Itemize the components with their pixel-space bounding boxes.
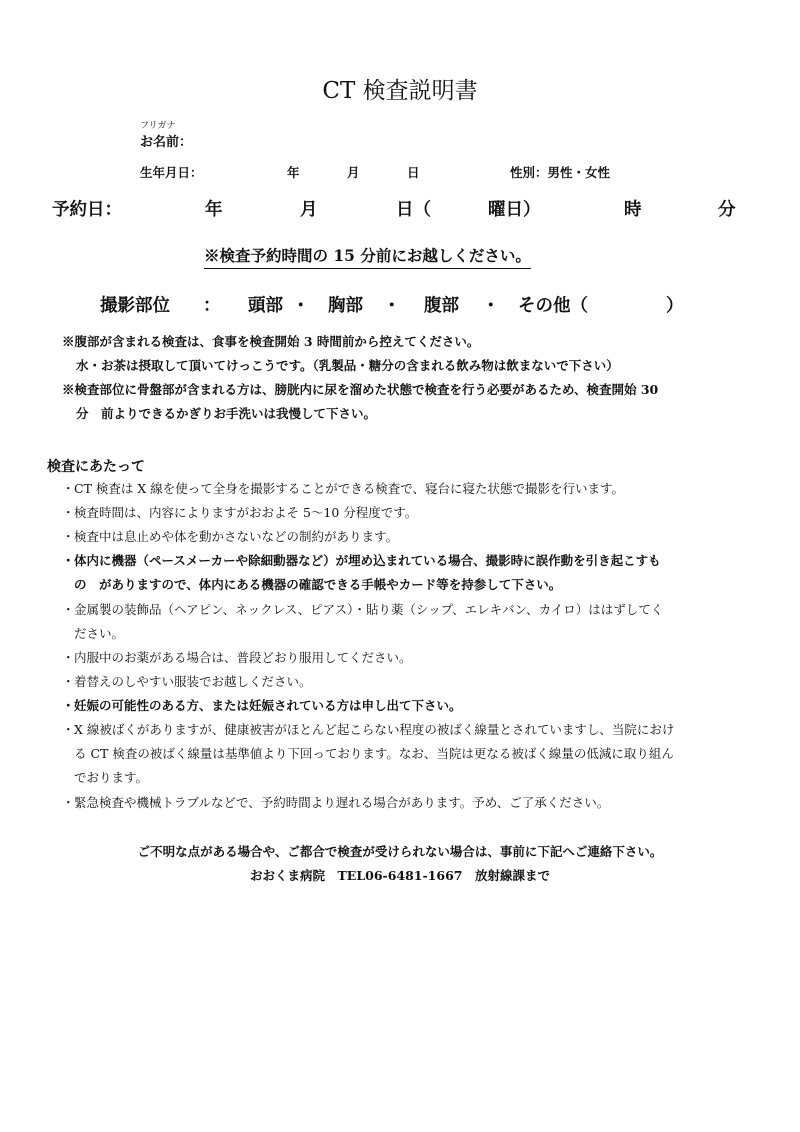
bullet: ・ — [62, 602, 75, 617]
section-heading: 検査にあたって — [47, 459, 145, 475]
reservation-minute-label: 分 — [718, 200, 736, 220]
reservation-day-label: 日（ — [396, 200, 431, 220]
dob-year-label: 年 — [287, 165, 300, 180]
item-line: でおります。 — [74, 770, 149, 785]
dob-day-label: 日 — [407, 165, 420, 180]
hospital-contact: おおくま病院 TEL06-6481-1667 放射線課まで — [250, 868, 550, 883]
bullet: ・ — [62, 553, 75, 568]
contact-instruction: ご不明な点がある場合や、ご都合で検査が受けられない場合は、事前に下記へご連絡下さい。 — [137, 844, 663, 859]
furigana-label: フリガナ — [140, 121, 176, 131]
dob-month-label: 月 — [347, 165, 360, 180]
prep-note: 水・お茶は摂取して頂いてけっこうです。（乳製品・糖分の含まれる飲み物は飲まないで下さい） — [76, 358, 619, 373]
item-line: 妊娠の可能性のある方、または妊娠されている方は申し出て下さい。 — [74, 698, 462, 713]
prep-note: ※腹部が含まれる検査は、食事を検査開始 3 時間前から控えてください。 — [62, 334, 480, 349]
item-line: る CT 検査の被ばく線量は基準値より下回っております。なお、当院は更なる被ばく線量の低減に取り組ん — [74, 746, 674, 761]
bullet: ・ — [62, 795, 75, 810]
dob-label: 生年月日： — [140, 165, 203, 180]
bullet: ・ — [62, 505, 75, 520]
imaging-area-label: 撮影部位 — [100, 296, 170, 316]
arrival-notice: ※検査予約時間の 15 分前にお越しください。 — [204, 244, 531, 269]
prep-note: ※検査部位に骨盤部が含まれる方は、膀胱内に尿を溜めた状態で検査を行う必要があるため、検査開始 30 — [62, 382, 659, 397]
area-option-other: その他（ — [518, 296, 588, 316]
bullet: ・ — [62, 698, 75, 713]
item-line: ださい。 — [74, 626, 125, 641]
prep-note: 分 前よりできるかぎりお手洗いは我慢して下さい。 — [76, 406, 377, 421]
sex-label: 性別：男性・女性 — [510, 165, 611, 180]
bullet: ・ — [62, 650, 75, 665]
bullet: ・ — [62, 674, 75, 689]
reservation-weekday-label: 曜日） — [488, 200, 541, 220]
area-separator: ・ — [482, 296, 500, 316]
area-option-abdomen: 腹部 — [424, 296, 459, 316]
item-line: 内服中のお薬がある場合は、普段どおり服用してください。 — [74, 650, 412, 665]
imaging-area-colon: ： — [203, 296, 221, 316]
item-line: 金属製の装飾品（ヘアピン、ネックレス、ピアス）・貼り薬（シップ、エレキバン、カイロ）ははずしてく — [74, 602, 664, 617]
item-line: 検査中は息止めや体を動かさないなどの制約があります。 — [74, 529, 399, 544]
item-line: 緊急検査や機械トラブルなどで、予約時間より遅れる場合があります。予め、ご了承ください。 — [74, 795, 610, 810]
item-line: CT 検査は X 線を使って全身を撮影することができる検査で、寝台に寝た状態で撮影を行います。 — [74, 481, 624, 496]
area-option-chest: 胸部 — [328, 296, 363, 316]
bullet: ・ — [62, 529, 75, 544]
document-title: CT 検査説明書 — [322, 78, 478, 104]
area-separator: ・ — [383, 296, 401, 316]
reservation-month-label: 月 — [300, 200, 318, 220]
item-line: 着替えのしやすい服装でお越しください。 — [74, 674, 312, 689]
bullet: ・ — [62, 722, 75, 737]
item-line: X 線被ばくがありますが、健康被害がほとんど起こらない程度の被ばく線量とされていますし、当院におけ — [74, 722, 675, 737]
item-line: 検査時間は、内容によりますがおおよそ 5〜10 分程度です。 — [74, 505, 418, 520]
area-separator: ・ — [292, 296, 310, 316]
item-line: の がありますので、体内にある機器の確認できる手帳やカード等を持参して下さい。 — [74, 577, 562, 592]
bullet: ・ — [62, 481, 75, 496]
area-other-close: ） — [666, 296, 684, 316]
reservation-hour-label: 時 — [624, 200, 642, 220]
name-field-label: お名前： — [140, 135, 193, 150]
reservation-year-label: 年 — [205, 200, 223, 220]
item-line: 体内に機器（ペースメーカーや除細動器など）が埋め込まれている場合、撮影時に誤作動を引き起こすも — [74, 553, 661, 568]
reservation-label: 予約日： — [52, 200, 122, 220]
area-option-head: 頭部 — [248, 296, 283, 316]
